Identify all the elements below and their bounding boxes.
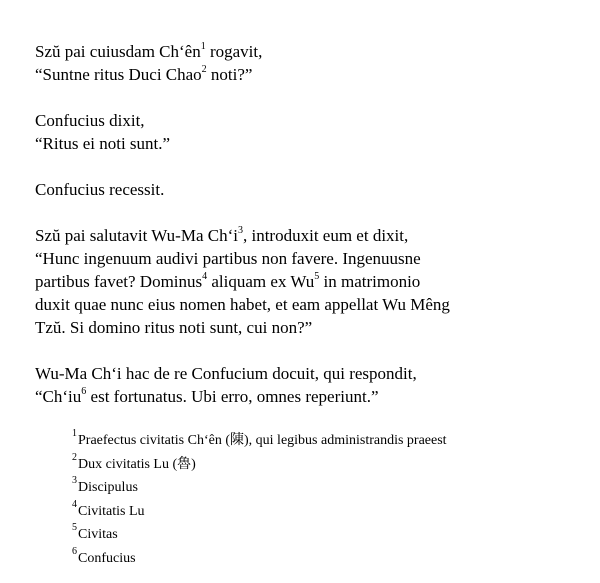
text-segment: est fortunatus. Ubi erro, omnes reperiunt.” [86,387,379,406]
footnote-number: 4 [72,498,77,510]
footnote-number: 2 [72,451,77,463]
text-segment: Szŭ pai cuiusdam Ch‘ên [35,42,201,61]
text-segment: Confucius dixit, [35,111,145,130]
footnote-text: Civitatis Lu [78,503,145,519]
footnote-ref: 4 [202,271,208,283]
footnote-item [72,475,447,499]
footnote-text: Discipulus [78,480,138,495]
footnote-ref: 6 [81,386,87,398]
text-line [35,316,575,339]
text-line [35,178,575,201]
text-segment: “Ritus ei noti sunt.” [35,134,171,153]
text-segment: Szŭ pai salutavit Wu-Ma Ch‘i [35,226,238,245]
footnote-item [72,546,447,570]
footnote-item [72,522,447,546]
text-line [35,293,575,316]
footnote-number: 3 [72,475,77,487]
text-segment: , introduxit eum et dixit, [242,226,409,245]
text-line [35,224,575,247]
footnote-ref: 5 [314,271,320,283]
text-line [35,109,575,132]
paragraph [35,178,575,201]
text-line [35,270,575,293]
footnote-ref: 3 [237,225,243,237]
footnote-number: 1 [72,428,77,440]
footnote-text: Confucius [78,550,136,566]
footnote-text: Praefectus civitatis Ch‘ên (陳), qui legibus administrandis praeest [78,433,447,448]
text-segment: rogavit, [205,42,263,61]
footnote-text: Dux civitatis Lu (魯) [78,456,196,472]
footnote-item [72,428,447,452]
text-line [35,247,575,270]
footnote-ref: 1 [200,41,206,53]
paragraph [35,362,575,408]
text-line [35,63,575,86]
text-segment: “Ch‘iu [35,387,82,406]
footnotes-list [72,428,447,569]
text-segment: Confucius recessit. [35,180,165,199]
text-segment: Tzŭ. Si domino ritus noti sunt, cui non?” [35,318,313,337]
document-body [35,40,575,431]
text-line [35,40,575,63]
paragraph [35,40,575,86]
footnote-number: 5 [72,522,77,534]
footnote-item [72,499,447,523]
text-segment: “Suntne ritus Duci Chao [35,65,202,84]
text-segment: duxit quae nunc eius nomen habet, et eam appellat Wu Mêng [35,295,450,314]
text-segment: partibus favet? Dominus [35,272,203,291]
text-line [35,385,575,408]
footnote-ref: 2 [201,64,207,76]
footnote-text: Civitas [78,527,118,542]
text-line [35,132,575,155]
text-segment: Wu-Ma Ch‘i hac de re Confucium docuit, qui respondit, [35,364,417,383]
text-line [35,362,575,385]
text-segment: in matrimonio [319,272,421,291]
text-segment: noti?” [206,65,253,84]
text-segment: aliquam ex Wu [207,272,315,291]
text-segment: “Hunc ingenuum audivi partibus non favere. Ingenuusne [35,249,421,268]
footnote-item [72,452,447,476]
paragraph [35,109,575,155]
footnote-number: 6 [72,545,77,557]
paragraph [35,224,575,339]
